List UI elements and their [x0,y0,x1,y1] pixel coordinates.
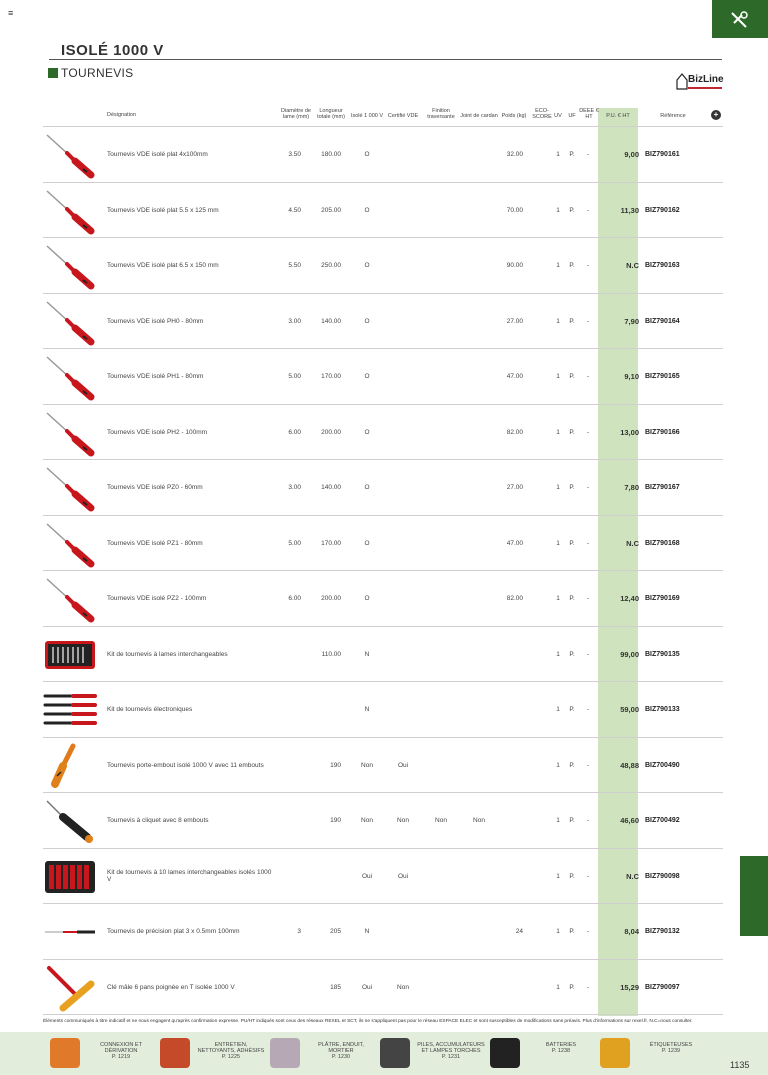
header-finition: Finition traversante [427,108,455,120]
cell-designation: Kit de tournevis à lames interchangeables [107,650,228,658]
bottom-link-title: PILES, ACCUMULATEURS ET LAMPES TORCHES [417,1042,485,1054]
cell-longueur: 110.00 [321,650,341,658]
bottom-link[interactable] [600,1038,710,1070]
screwdriver-icon [43,242,97,290]
header-eco: ECO-SCORE [532,108,552,120]
cell-longueur: 190 [330,761,341,769]
table-row[interactable] [43,459,723,515]
table-row[interactable] [43,626,723,682]
section-subtitle: TOURNEVIS [61,66,134,80]
cell-poids [493,960,523,1015]
cell-certifie [385,183,421,238]
cell-uf: P. [569,983,575,991]
cell-uv: 1 [556,706,560,713]
header-diametre: Diamètre de lame (mm) [281,108,311,120]
bottom-link-page: P. 1225 [221,1054,241,1060]
top-bar [0,0,712,38]
bottom-link[interactable] [160,1038,270,1070]
bottom-link-label [306,1042,376,1060]
cell-deee: - [586,817,590,824]
bottom-link-title: PLÂTRE, ENDUIT, MORTIER [318,1042,364,1054]
category-thumbnail-icon [160,1038,190,1068]
cell-uf: P. [569,206,575,214]
cell-finition [423,849,459,904]
header-uf: UF [568,113,576,119]
cell-finition [423,238,459,293]
cell-isole: N [364,650,370,658]
cell-diametre [279,793,301,848]
cell-uf: P. [569,484,575,491]
precision-screwdriver-icon [43,908,97,956]
cell-designation: Tournevis à cliquet avec 8 embouts [107,817,209,824]
cell-designation: Tournevis de précision plat 3 x 0.5mm 100mm [107,928,240,935]
cell-uv: 1 [556,872,560,880]
cell-finition [423,127,459,182]
cell-longueur: 180.00 [321,151,341,158]
cell-uv: 1 [556,428,560,436]
cell-longueur [313,849,341,904]
cell-diametre: 3.50 [288,151,301,158]
cell-reference: BIZ790168 [645,539,680,547]
bottom-link-title: ENTRETIEN, NETTOYANTS, ADHÉSIFS [197,1042,265,1054]
cell-diametre: 4.50 [288,206,301,214]
cell-diametre: 5.00 [288,373,301,380]
brand-underline [688,87,722,89]
table-row[interactable] [43,515,723,571]
cell-uf: P. [569,872,575,880]
bottom-link[interactable] [50,1038,160,1070]
cell-deee: - [586,373,590,380]
cell-designation: Tournevis VDE isolé plat 6.5 x 150 mm [107,262,219,269]
cell-certifie: Oui [397,872,409,880]
cell-diametre: 3.00 [288,317,301,325]
cell-deee: - [586,484,590,491]
cell-joint: Non [473,817,485,824]
header-prix: P.U. € HT [606,113,630,119]
bottom-link-title: ÉTIQUETEUSES [649,1042,693,1048]
plus-icon[interactable]: + [711,110,721,120]
header-longueur: Longueur totale (mm) [317,108,345,120]
header-uv: UV [554,113,562,119]
cell-designation: Kit de tournevis électroniques [107,706,193,713]
blade-kit-icon [43,631,97,679]
house-icon [676,72,688,90]
cell-reference: BIZ790167 [645,484,680,491]
cell-uf: P. [569,373,575,380]
cell-diametre: 3.00 [288,484,301,491]
screwdriver-icon [43,520,97,568]
cell-finition [423,682,459,737]
bottom-link[interactable] [270,1038,380,1070]
brand-logo [676,71,724,93]
cell-uv: 1 [556,317,560,325]
cell-certifie [385,904,421,959]
cell-reference: BIZ790098 [645,872,680,880]
cell-diametre [279,960,301,1015]
cell-prix: 8,04 [624,927,639,936]
bit-holder-icon [43,742,97,790]
table-row[interactable] [43,903,723,959]
cell-reference: BIZ790165 [645,373,680,380]
cell-longueur: 205 [330,928,341,935]
cell-designation: Clé mâle 6 pans poignée en T isolée 1000 V [107,983,235,991]
screwdriver-icon [43,464,97,512]
cell-isole: Oui [361,983,373,991]
table-row[interactable] [43,792,723,848]
header-reference: Référence [660,113,686,119]
cell-poids [493,849,523,904]
cell-uf: P. [569,317,575,325]
cell-uf: P. [569,650,575,658]
cell-uf: P. [569,262,575,269]
cell-prix: N.C [626,871,639,881]
cell-deee: - [586,206,590,214]
bottom-link-label [196,1042,266,1060]
cell-certifie [385,571,421,626]
cell-prix: 99,00 [620,649,639,659]
cell-uf: P. [569,761,575,769]
cell-certifie: Non [397,817,409,824]
cell-diametre [279,849,301,904]
cell-diametre: 6.00 [288,428,301,436]
brand-name: BizLine [688,74,724,85]
cell-prix: 13,00 [620,427,639,437]
cell-diametre: 5.50 [288,262,301,269]
cell-prix: 11,30 [620,205,639,215]
cell-longueur: 200.00 [321,428,341,436]
cell-uv: 1 [556,650,560,658]
cell-poids [493,793,523,848]
cell-finition [423,294,459,349]
cell-uv: 1 [556,262,560,269]
cell-certifie [385,127,421,182]
cell-deee: - [586,317,590,325]
cell-diametre [279,682,301,737]
cell-finition [423,738,459,793]
cell-reference: BIZ790163 [645,262,680,269]
screwdriver-icon [43,409,97,457]
table-row[interactable] [43,848,723,904]
cell-uv: 1 [556,928,560,935]
cell-poids: 24 [515,928,523,935]
cell-finition [423,627,459,682]
cell-uf: P. [569,706,575,713]
section-marker [48,68,58,78]
bottom-link[interactable] [380,1038,490,1070]
cell-poids: 82.00 [506,595,523,602]
cell-designation: Tournevis VDE isolé PZ1 - 80mm [107,539,203,547]
cell-reference: BIZ790097 [645,983,680,991]
cell-uf: P. [569,817,575,824]
cell-uv: 1 [556,595,560,602]
cell-prix: 7,80 [624,483,639,492]
bottom-link-page: P. 1231 [441,1054,461,1060]
cell-certifie [385,405,421,460]
header-designation: Désignation [107,112,137,118]
title-divider [49,59,722,60]
cell-deee: - [586,539,590,547]
cell-finition: Non [435,817,447,824]
cell-uf: P. [569,539,575,547]
cell-longueur: 200.00 [321,595,341,602]
screwdriver-icon [43,353,97,401]
cell-poids: 70.00 [506,206,523,214]
cell-uf: P. [569,928,575,935]
cell-prix: N.C [626,261,639,270]
bottom-link[interactable] [490,1038,600,1070]
cell-reference: BIZ790162 [645,206,680,214]
cell-uv: 1 [556,539,560,547]
cell-reference: BIZ790161 [645,151,680,158]
cell-finition [423,904,459,959]
table-row[interactable] [43,737,723,793]
cell-longueur: 140.00 [321,317,341,325]
cell-prix: 48,88 [620,760,639,770]
cell-reference: BIZ790132 [645,928,680,935]
cell-uv: 1 [556,206,560,214]
cell-reference: BIZ790135 [645,650,680,658]
cell-designation: Tournevis VDE isolé plat 4x100mm [107,151,208,158]
cell-prix: 46,60 [620,816,639,825]
cell-designation: Tournevis porte-embout isolé 1000 V avec 11 embouts [107,761,264,769]
bottom-link-page: P. 1219 [111,1054,131,1060]
bottom-link-title: CONNEXION ET DÉRIVATION [100,1042,142,1054]
cell-prix: 7,90 [624,316,639,326]
cell-poids: 47.00 [506,539,523,547]
cell-finition [423,183,459,238]
cell-uv: 1 [556,817,560,824]
cell-isole: N [364,706,370,713]
cell-certifie: Oui [397,761,409,769]
table-row[interactable] [43,126,723,182]
cell-longueur: 170.00 [321,373,341,380]
table-row[interactable] [43,293,723,349]
cell-certifie [385,294,421,349]
cell-isole: Non [361,761,373,769]
cell-diametre: 5.00 [288,539,301,547]
table-row[interactable] [43,959,723,1015]
cell-isole: O [364,206,370,214]
cell-reference: BIZ790166 [645,428,680,436]
cell-deee: - [586,983,590,991]
cell-deee: - [586,428,590,436]
cell-deee: - [586,706,590,713]
cell-deee: - [586,262,590,269]
cell-isole: O [364,373,370,380]
cell-reference: BIZ700490 [645,761,680,769]
bottom-link-label [86,1042,156,1060]
screwdriver-icon [43,187,97,235]
category-thumbnail-icon [600,1038,630,1068]
cell-poids [493,627,523,682]
cell-isole: O [364,595,370,602]
cell-isole: O [364,484,370,491]
category-thumbnail-icon [270,1038,300,1068]
cell-deee: - [586,761,590,769]
cell-deee: - [586,650,590,658]
cell-uf: P. [569,428,575,436]
cell-diametre [279,627,301,682]
cell-prix: N.C [626,538,639,548]
section-tab[interactable] [712,0,768,38]
cell-finition [423,349,459,404]
cell-designation: Kit de tournevis à 10 lames interchangeables isolés 1000 V [107,869,272,883]
cell-uv: 1 [556,484,560,491]
table-bottom-rule [43,1014,723,1015]
cell-certifie [385,516,421,571]
cell-isole: N [364,928,370,935]
cell-certifie [385,238,421,293]
cell-reference: BIZ700492 [645,817,680,824]
cell-certifie [385,349,421,404]
cell-longueur: 170.00 [321,539,341,547]
cell-designation: Tournevis VDE isolé PZ2 - 100mm [107,595,207,602]
cell-prix: 59,00 [620,705,639,714]
bottom-link-page: P. 1230 [331,1054,351,1060]
cell-poids: 27.00 [506,484,523,491]
cell-uf: P. [569,151,575,158]
cell-finition [423,960,459,1015]
cell-reference: BIZ790169 [645,595,680,602]
bottom-link-label [636,1042,706,1054]
cell-longueur: 205.00 [321,206,341,214]
cell-uf: P. [569,595,575,602]
cell-finition [423,516,459,571]
cell-isole: O [364,428,370,436]
cell-uv: 1 [556,151,560,158]
category-thumbnail-icon [490,1038,520,1068]
table-header [43,104,723,126]
cell-longueur: 190 [330,817,341,824]
case-kit-icon [43,853,97,901]
screwdriver-icon [43,131,97,179]
table-row[interactable] [43,570,723,626]
category-thumbnail-icon [380,1038,410,1068]
header-certifie: Certifié VDE [387,113,419,119]
cell-finition [423,405,459,460]
precision-kit-icon [43,686,97,734]
table-row[interactable] [43,237,723,293]
cell-isole: O [364,262,370,269]
footnote: Éléments communiqués à titre indicatif et ne nous engagent qu'après confirmation expresse. PU/HT indiqués sont ceux des réseaux REXEL et SCT, ils ne s'appliquent pas pour le réseau ESPACE ELEC et sont susceptibles de modifications sans préavis. Plus d'informations sur rexel.fr. N.C=nous consulter. [43,1019,693,1024]
bottom-link-title: BATTERIES [545,1042,577,1048]
cell-prix: 9,10 [624,372,639,381]
cell-uv: 1 [556,373,560,380]
menu-icon[interactable]: ≡ [8,8,14,18]
cell-designation: Tournevis VDE isolé PH1 - 80mm [107,373,204,380]
cell-certifie [385,627,421,682]
cell-deee: - [586,872,590,880]
cell-diametre: 6.00 [288,595,301,602]
t-handle-key-icon [43,964,97,1012]
cell-prix: 15,29 [620,982,639,992]
cell-finition [423,460,459,515]
bottom-link-label [526,1042,596,1054]
header-joint: Joint de cardan [460,113,498,119]
screwdriver-icon [43,575,97,623]
cell-poids [493,682,523,737]
cell-designation: Tournevis VDE isolé PH2 - 100mm [107,428,208,436]
ratchet-icon [43,797,97,845]
cell-diametre [279,738,301,793]
cell-poids: 27.00 [506,317,523,325]
table-row[interactable] [43,404,723,460]
cell-deee: - [586,595,590,602]
table-row[interactable] [43,182,723,238]
cell-reference: BIZ790133 [645,706,680,713]
page-title: ISOLÉ 1000 V [61,42,164,59]
cell-prix: 12,40 [620,594,639,603]
cell-deee: - [586,151,590,158]
cell-longueur: 185 [330,983,341,991]
cell-prix: 9,00 [624,150,639,159]
cell-isole: Oui [361,872,373,880]
cell-poids [493,738,523,793]
cell-uv: 1 [556,983,560,991]
bottom-link-label [416,1042,486,1060]
cell-isole: O [364,539,370,547]
page-number: 1135 [730,1060,750,1070]
screwdriver-icon [43,298,97,346]
cell-finition [423,571,459,626]
cell-isole: Non [361,817,373,824]
cell-poids: 90.00 [506,262,523,269]
cell-certifie [385,460,421,515]
bottom-link-page: P. 1239 [661,1048,681,1054]
cell-designation: Tournevis VDE isolé PZ0 - 60mm [107,484,203,491]
cell-poids: 32.00 [506,151,523,158]
cell-isole: O [364,317,370,325]
bottom-link-page: P. 1238 [551,1048,571,1054]
side-section-tab[interactable] [740,856,768,936]
cell-poids: 82.00 [506,428,523,436]
category-thumbnail-icon [50,1038,80,1068]
cell-deee: - [586,928,590,935]
cell-designation: Tournevis VDE isolé plat 5.5 x 125 mm [107,206,219,214]
cell-isole: O [364,151,370,158]
cell-diametre: 3 [297,928,301,935]
cell-longueur: 250.00 [321,262,341,269]
header-isole: Isolé 1 000 V [350,113,384,119]
cell-longueur [313,682,341,737]
cell-uv: 1 [556,761,560,769]
header-poids: Poids (kg) [501,113,527,119]
tools-icon [728,9,750,31]
header-deee: DEEE € HT [579,108,599,120]
cell-longueur: 140.00 [321,484,341,491]
table-row[interactable] [43,348,723,404]
cell-certifie [385,682,421,737]
cell-reference: BIZ790164 [645,317,680,325]
cell-designation: Tournevis VDE isolé PH0 - 80mm [107,317,204,325]
cell-certifie: Non [397,983,409,991]
table-row[interactable] [43,681,723,737]
cell-poids: 47.00 [506,373,523,380]
